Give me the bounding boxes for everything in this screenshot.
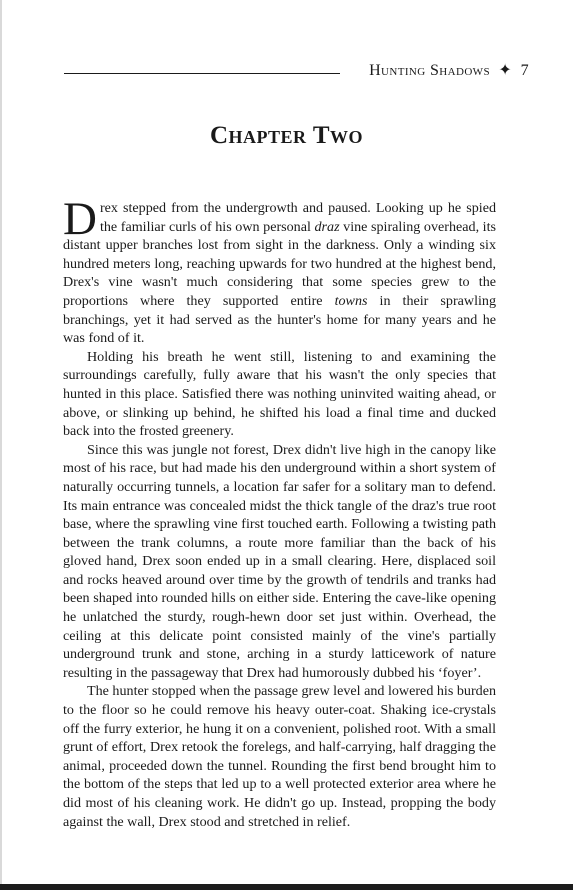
paragraph-1-text-a: rex stepped from the undergrowth and paused. Looking up he spied the familiar curls of his own personal — [99, 200, 496, 235]
paragraph-3: Since this was jungle not forest, Drex didn't live high in the canopy like most of his race, but had made his den underground within a short system of naturally occurring tunnels, a location far safer for a solitary man to defend. Its main entrance was concealed midst the thick tangle of the draz's true root base, where the sprawling vine first touched earth. Following a twisting path between the trank columns, a route more familiar than the back of his gloved hand, Drex soon ended up in a small clearing. Here, displaced soil and rocks heaved around over time by the growth of tendrils and tranks had been shaped into rounded hills on either side. Entering the cave-like opening he unlatched the sturdy, rough-hewn door set just within. Overhead, the ceiling at this delicate point consisted mainly of the vine's partially underground trunk and stone, arching in a sturdy latticework of nature resulting in the passageway that Drex had humorously dubbed his ‘foyer’. — [63, 441, 496, 681]
drop-cap: D — [63, 193, 97, 245]
paragraph-1-emphasis-draz: draz — [314, 218, 340, 235]
running-head — [369, 60, 529, 80]
chapter-title: Chapter Two — [209, 122, 364, 149]
paragraph-2: Holding his breath he went still, listening to and examining the surroundings carefully, fully aware that his wasn't the only species that hunted in this place. Satisfied there was nothing uninvited waiting ahead, or above, or slinking up behind, he shifted his load a final time and ducked back into the frosted greenery. — [63, 348, 496, 440]
body-text — [63, 193, 497, 831]
header-rule — [64, 73, 340, 74]
paragraph-1-text-c: in their sprawling branchings, yet it had served as the hunter's home for many years and he was fond of it. — [63, 292, 496, 347]
paragraph-1-text-b: vine spiraling overhead, its distant upper branches lost from sight in the darkness. Only a winding six hundred meters long, reaching upwards for two hundred at the highest bend, Drex's vine wasn't much considering that some species grew to the proportions where they supported entire — [63, 218, 497, 309]
scan-edge-bottom — [0, 884, 573, 890]
page-number: 7 — [520, 62, 529, 79]
paragraph-1-emphasis-towns: towns — [334, 292, 368, 309]
paragraph-1 — [63, 193, 497, 348]
running-head-title: Hunting Shadows — [369, 62, 490, 79]
paragraph-4: The hunter stopped when the passage grew level and lowered his burden to the floor so he could remove his heavy outer-coat. Shaking ice-crystals off the furry exterior, he hung it on a convenient, polished root. With a small grunt of effort, Drex retook the forelegs, and half-carrying, half dragging the animal, proceeded down the tunnel. Rounding the first bend brought him to the bottom of the steps that led up to a well protected exterior area where he did most of his cleaning work. He didn't go up. Instead, propping the body against the wall, Drex stood and stretched in relief. — [63, 683, 496, 830]
separator-diamond-icon: ✦ — [498, 62, 513, 79]
